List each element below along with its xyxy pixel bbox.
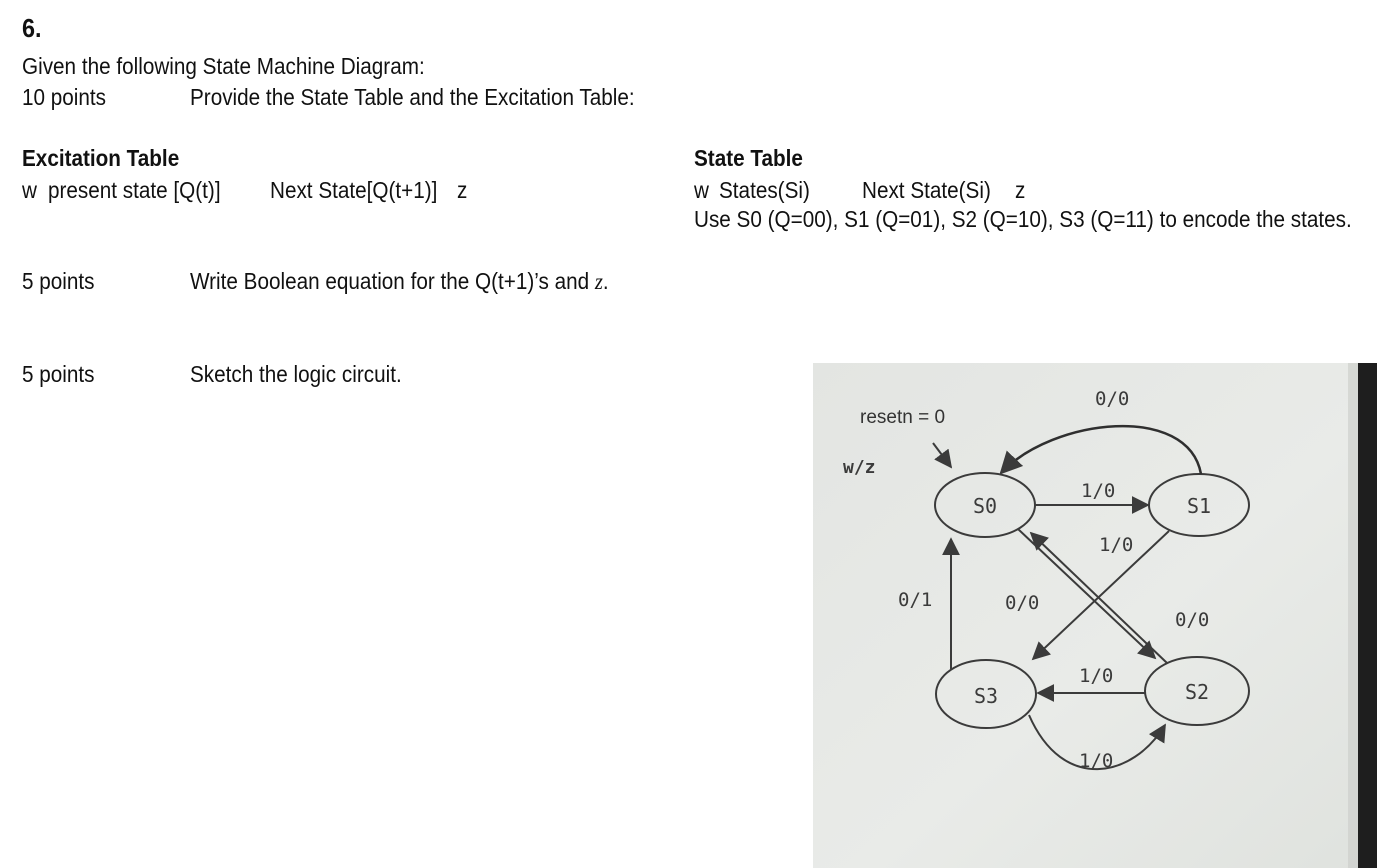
part2-points: 5 points — [22, 268, 95, 294]
state-diagram-photo — [813, 363, 1377, 868]
state-col-z: z — [1015, 177, 1026, 203]
excitation-col-w: w — [22, 177, 37, 203]
excitation-col-z: z — [457, 177, 468, 203]
transition-s0-s2-label: 0/0 — [1005, 592, 1040, 614]
transition-s3-s2-label: 1/0 — [1079, 750, 1114, 772]
transition-s3-s0-label: 0/1 — [898, 589, 933, 611]
part3-text: Sketch the logic circuit. — [190, 361, 402, 387]
part1-points: 10 points — [22, 84, 107, 110]
part2-period: . — [602, 268, 609, 294]
state-col-next-state: Next State(Si) — [862, 177, 991, 203]
photo-background — [813, 363, 1377, 868]
state-s2-label: S2 — [1184, 680, 1210, 704]
state-s3-label: S3 — [973, 684, 999, 708]
reset-label: resetn = 0 — [860, 407, 946, 428]
part2-line — [190, 270, 609, 293]
io-label: w/z — [843, 457, 876, 478]
transition-s2-s0-label: 0/0 — [1175, 609, 1210, 631]
transition-s1-s0-label: 0/0 — [1095, 388, 1130, 410]
part2-text: Write Boolean equation for the Q(t+1)’s and — [190, 268, 590, 294]
transition-s0-s1-label: 1/0 — [1081, 480, 1116, 502]
excitation-table-heading: Excitation Table — [22, 145, 180, 171]
excitation-col-next-state: Next State[Q(t+1)] — [270, 177, 438, 203]
transition-s1-s3-label: 1/0 — [1099, 534, 1134, 556]
state-col-w: w — [694, 177, 709, 203]
photo-edge-shade — [1348, 363, 1358, 868]
photo-dark-edge — [1358, 363, 1377, 868]
part2-variable: z — [594, 269, 603, 294]
state-encoding-note: Use S0 (Q=00), S1 (Q=01), S2 (Q=10), S3 (Q=11) to encode the states. — [694, 206, 1352, 232]
excitation-col-present-state: present state [Q(t)] — [48, 177, 221, 203]
part1-text: Provide the State Table and the Excitation Table: — [190, 84, 635, 110]
state-diagram — [813, 363, 1377, 868]
state-s0-label: S0 — [972, 494, 998, 518]
question-intro: Given the following State Machine Diagram: — [22, 53, 425, 79]
question-number: 6. — [22, 13, 42, 43]
state-table-heading: State Table — [694, 145, 803, 171]
part3-points: 5 points — [22, 361, 95, 387]
state-s1-label: S1 — [1186, 494, 1212, 518]
state-col-states: States(Si) — [719, 177, 810, 203]
transition-s2-s3-label: 1/0 — [1079, 665, 1114, 687]
